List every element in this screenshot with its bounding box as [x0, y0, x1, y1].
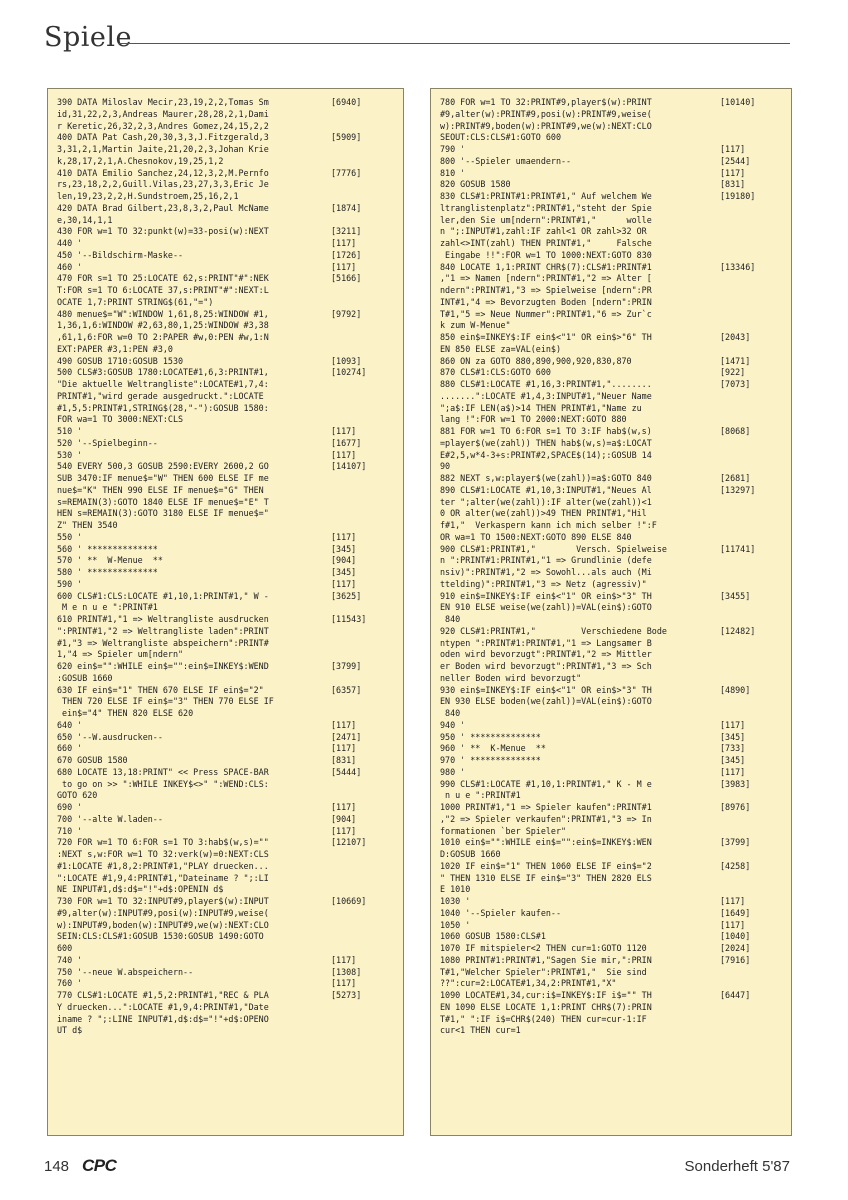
code-line: [440, 356, 784, 368]
code-line: [57, 732, 396, 744]
checksum: [2024]: [720, 943, 751, 953]
checksum: [3799]: [331, 661, 362, 671]
section-title: Spiele: [44, 22, 133, 53]
code-line: [57, 826, 396, 838]
code-text: 450 '--Bildschirm-Maske--: [57, 249, 184, 260]
checksum: [117]: [720, 896, 746, 906]
code-text: 1070 IF mitspieler<2 THEN cur=1:GOTO 1120: [440, 943, 647, 953]
checksum: [345]: [720, 731, 746, 742]
code-text: 910 ein$=INKEY$:IF ein$<"1" OR ein$>"3" TH EN 910 ELSE weise(we(zahl))=VAL(ein$):GOTO 840: [440, 590, 652, 624]
checksum: [8976]: [720, 802, 751, 812]
code-line: [57, 356, 396, 368]
code-line: [440, 144, 784, 156]
code-text: 890 CLS#1:LOCATE #1,10,3:INPUT#1,"Neues Al ter ";alter(we(zahl)):IF alter(we(zahl))<1 0 OR alter(we(zahl))>49 THEN PRINT#1,"Hil f#1," Verkaspern kann ich mich selber !":F OR wa=1 TO 1500:NEXT:GOTO 890 ELSE 840: [440, 484, 657, 542]
checksum: [904]: [331, 813, 357, 824]
checksum: [1308]: [331, 966, 362, 977]
code-line: [57, 990, 396, 1037]
code-line: [57, 720, 396, 732]
checksum: [2681]: [720, 473, 751, 483]
code-line: [57, 97, 396, 132]
checksum: [12107]: [331, 837, 367, 848]
code-line: [440, 802, 784, 837]
checksum: [117]: [720, 167, 746, 178]
code-line: [440, 908, 784, 920]
checksum: [8068]: [720, 426, 751, 436]
code-line: [57, 461, 396, 532]
checksum: [831]: [720, 179, 746, 190]
code-text: 710 ': [57, 825, 83, 836]
code-text: 1000 PRINT#1,"1 => Spieler kaufen":PRINT#1 ,"2 => Spieler verkaufen":PRINT#1,"3 => In formationen `ber Spieler": [440, 802, 652, 836]
code-line: [57, 743, 396, 755]
checksum: [7073]: [720, 379, 751, 389]
listing-column-right: [430, 88, 792, 1136]
code-text: 410 DATA Emilio Sanchez,24,12,3,2,M.Pernfo rs,23,18,2,2,Guill.Vilas,23,27,3,3,Eric Je len,19,23,2,2,H.Sundstroem,25,16,2,1: [57, 167, 269, 201]
code-line: [57, 168, 396, 203]
code-line: [440, 955, 784, 990]
code-text: 600 CLS#1:CLS:LOCATE #1,10,1:PRINT#1," W - M e n u e ":PRINT#1: [57, 590, 269, 613]
code-line: [57, 426, 396, 438]
code-text: 770 CLS#1:LOCATE #1,5,2:PRINT#1,"REC & PLA Y druecken...":LOCATE #1,9,4:PRINT#1,"Date iname ? ";:LINE INPUT#1,d$:d$="!"+d$:OPENO UT d$: [57, 990, 269, 1036]
code-text: 1050 ': [440, 919, 471, 930]
code-text: 420 DATA Brad Gilbert,23,8,3,2,Paul McName e,30,14,1,1: [57, 202, 269, 225]
code-text: 780 FOR w=1 TO 32:PRINT#9,player$(w):PRINT #9,alter(w):PRINT#9,posi(w):PRINT#9,weise( w):PRINT#9,boden(w):PRINT#9,we(w):NEXT:CLO SEOUT:CLS:CLS#1:GOTO 600: [440, 97, 652, 143]
checksum: [3625]: [331, 590, 362, 601]
checksum: [2043]: [720, 332, 751, 342]
code-line: [57, 567, 396, 579]
checksum: [7916]: [720, 954, 751, 965]
code-text: 900 CLS#1:PRINT#1," Versch. Spielweise n ":PRINT#1:PRINT#1,"1 => Grundlinie (defe nsiv)":PRINT#1,"2 => Sowohl...als auch (Mi ttelding)":PRINT#1,"3 => Netz (agressiv)": [440, 543, 667, 589]
checksum: [1040]: [720, 931, 751, 942]
checksum: [117]: [331, 954, 357, 965]
code-text: 930 ein$=INKEY$:IF ein$<"1" OR ein$>"3" TH EN 930 ELSE boden(we(zahl))=VAL(ein$):GOTO 840: [440, 684, 652, 718]
code-text: 430 FOR w=1 TO 32:punkt(w)=33-posi(w):NEXT: [57, 226, 269, 237]
code-line: [57, 555, 396, 567]
code-text: 1020 IF ein$="1" THEN 1060 ELSE IF ein$="2 " THEN 1310 ELSE IF ein$="3" THEN 2820 ELS E 1010: [440, 860, 652, 895]
code-text: 820 GOSUB 1580: [440, 179, 511, 190]
checksum: [5909]: [331, 132, 362, 143]
code-line: [440, 379, 784, 426]
code-text: 730 FOR w=1 TO 32:INPUT#9,player$(w):INPUT #9,alter(w):INPUT#9,posi(w):INPUT#9,weise( w):INPUT#9,boden(w):INPUT#9,we(w):NEXT:CLO SEIN:CLS:CLS#1:GOSUB 1530:GOSUB 1490:GOTO 600: [57, 896, 269, 953]
code-text: 570 ' ** W-Menue **: [57, 555, 163, 566]
checksum: [1874]: [331, 202, 362, 213]
code-text: 1080 PRINT#1:PRINT#1,"Sagen Sie mir,":PRIN T#1,"Welcher Spieler":PRINT#1," Sie sind ??":cur=2:LOCATE#1,34,2:PRINT#1,"X": [440, 954, 652, 989]
code-text: 720 FOR w=1 TO 6:FOR s=1 TO 3:hab$(w,s)="" :NEXT s,w:FOR w=1 TO 32:verk(w)=0:NEXT:CLS #1:LOCATE #1,8,2:PRINT#1,"PLAY druecken... ":LOCATE #1,9,4:PRINT#1,"Dateiname ? ";:LI NE INPUT#1,d$:d$="!"+d$:OPENIN d$: [57, 837, 269, 895]
code-line: [57, 203, 396, 227]
checksum: [5166]: [331, 273, 362, 284]
code-line: [440, 861, 784, 896]
code-text: 880 CLS#1:LOCATE #1,16,3:PRINT#1,"........ .......":LOCATE #1,4,3:INPUT#1,"Neuer Name ";a$:IF LEN(a$)>14 THEN PRINT#1,"Name zu lang !":FOR w=1 TO 2000:NEXT:GOTO 880: [440, 379, 652, 425]
listing-column-left: [47, 88, 404, 1136]
checksum: [11543]: [331, 614, 367, 624]
code-text: 460 ': [57, 261, 83, 272]
checksum: [2544]: [720, 155, 751, 166]
code-line: [440, 332, 784, 356]
code-line: [57, 978, 396, 990]
checksum: [117]: [720, 719, 746, 730]
checksum: [117]: [331, 531, 357, 542]
checksum: [19180]: [720, 191, 756, 201]
checksum: [117]: [331, 978, 357, 989]
checksum: [4890]: [720, 684, 751, 695]
code-line: [440, 931, 784, 943]
checksum: [1471]: [720, 355, 751, 366]
checksum: [117]: [720, 919, 746, 930]
code-text: 540 EVERY 500,3 GOSUB 2590:EVERY 2600,2 GO SUB 3470:IF menue$="W" THEN 600 ELSE IF me nue$="K" THEN 990 ELSE IF menue$="G" THEN s=REMAIN(3):GOTO 1840 ELSE IF menue$="E" T HEN s=REMAIN(3):GOTO 3180 ELSE IF menue$=" Z" THEN 3540: [57, 461, 269, 530]
checksum: [7776]: [331, 167, 362, 178]
checksum: [10669]: [331, 896, 367, 906]
code-line: [57, 544, 396, 556]
checksum: [4258]: [720, 860, 751, 871]
checksum: [117]: [331, 578, 357, 589]
code-text: 850 ein$=INKEY$:IF ein$<"1" OR ein$>"6" TH EN 850 ELSE za=VAL(ein$): [440, 332, 652, 354]
code-text: 980 ': [440, 766, 466, 777]
code-line: [440, 943, 784, 955]
code-text: 690 ': [57, 802, 83, 812]
code-text: 750 '--neue W.abspeichern--: [57, 966, 194, 977]
code-line: [440, 97, 784, 144]
code-text: 1090 LOCATE#1,34,cur:i$=INKEY$:IF i$="" TH EN 1090 ELSE LOCATE 1,1:PRINT CHR$(7):PRIN T#1," ":IF i$=CHR$(240) THEN cur=cur-1:IF cur<1 THEN cur=1: [440, 990, 652, 1036]
code-line: [57, 661, 396, 685]
code-text: 970 ' **************: [440, 755, 541, 765]
code-text: 530 ': [57, 449, 83, 460]
code-line: [440, 990, 784, 1037]
checksum: [117]: [720, 144, 746, 154]
code-line: [57, 896, 396, 955]
code-line: [57, 591, 396, 615]
checksum: [117]: [331, 802, 357, 812]
code-text: 882 NEXT s,w:player$(we(zahl))=a$:GOTO 840: [440, 473, 652, 483]
checksum: [117]: [331, 719, 357, 730]
code-text: 990 CLS#1:LOCATE #1,10,1:PRINT#1," K - M e n u e ":PRINT#1: [440, 778, 652, 801]
code-text: 920 CLS#1:PRINT#1," Verschiedene Bode ntypen ":PRINT#1:PRINT#1,"1 => Langsamer B oden wird bevorzugt":PRINT#1,"2 => Mittler er Boden wird bevorzugt":PRINT#1,"3 => Sch neller Boden wird bevorzugt": [440, 625, 667, 683]
code-text: 760 ': [57, 978, 83, 989]
checksum: [3983]: [720, 778, 751, 789]
code-text: 860 ON za GOTO 880,890,900,920,830,870: [440, 355, 632, 366]
checksum: [1093]: [331, 355, 362, 366]
checksum: [5273]: [331, 990, 362, 1000]
code-line: [440, 191, 784, 262]
checksum: [117]: [331, 426, 357, 436]
code-text: 480 menue$="W":WINDOW 1,61,8,25:WINDOW #1, 1,36,1,6:WINDOW #2,63,80,1,25:WINDOW #3,38 ,61,1,6:FOR w=0 TO 2:PAPER #w,0:PEN #w,1:N EXT:PAPER #3,1:PEN #3,0: [57, 308, 269, 354]
code-line: [440, 367, 784, 379]
checksum: [117]: [331, 825, 357, 836]
code-text: 800 '--Spieler umaendern--: [440, 155, 572, 166]
code-line: [440, 920, 784, 932]
checksum: [14107]: [331, 461, 367, 472]
code-line: [440, 896, 784, 908]
code-line: [57, 367, 396, 426]
code-text: 1060 GOSUB 1580:CLS#1: [440, 931, 546, 942]
checksum: [733]: [720, 743, 746, 754]
checksum: [345]: [331, 567, 357, 577]
checksum: [1649]: [720, 907, 751, 918]
checksum: [831]: [331, 755, 357, 765]
checksum: [6447]: [720, 990, 751, 1000]
code-line: [57, 837, 396, 896]
code-text: 660 ': [57, 743, 83, 754]
code-text: 500 CLS#3:GOSUB 1780:LOCATE#1,6,3:PRINT#1, "Die aktuelle Weltrangliste":LOCATE#1,7,4: PRINT#1,"wird gerade ausgedruckt.":LOCATE #1,5,5:PRINT#1,STRING$(28,"-"):GOSUB 1580: FOR wa=1 TO 3000:NEXT:CLS: [57, 367, 269, 425]
checksum: [117]: [331, 449, 357, 460]
code-text: 620 ein$="":WHILE ein$="":ein$=INKEY$:WEND :GOSUB 1660: [57, 661, 269, 683]
code-line: [57, 802, 396, 814]
code-text: 650 '--W.ausdrucken--: [57, 731, 163, 742]
code-text: 960 ' ** K-Menue **: [440, 743, 546, 754]
checksum: [345]: [720, 755, 746, 765]
checksum: [117]: [331, 261, 357, 272]
checksum: [345]: [331, 543, 357, 554]
checksum: [117]: [720, 766, 746, 777]
code-line: [57, 685, 396, 720]
code-text: 940 ': [440, 719, 466, 730]
code-line: [440, 685, 784, 720]
checksum: [922]: [720, 367, 746, 378]
code-line: [440, 156, 784, 168]
checksum: [3799]: [720, 837, 751, 848]
code-line: [440, 755, 784, 767]
code-text: 640 ': [57, 719, 83, 730]
code-text: 590 ': [57, 578, 83, 589]
cpc-logo: CPC: [82, 1156, 117, 1175]
code-text: 830 CLS#1:PRINT#1:PRINT#1," Auf welchem We ltranglistenplatz":PRINT#1,"steht der Spie ler,den Sie um[ndern":PRINT#1," wolle n ";:INPUT#1,zahl:IF zahl<1 OR zahl>32 OR zahl<>INT(zahl) THEN PRINT#1," Falsche Eingabe !!":FOR w=1 TO 1000:NEXT:GOTO 830: [440, 191, 652, 260]
checksum: [3455]: [720, 590, 751, 601]
code-line: [440, 426, 784, 473]
checksum: [12482]: [720, 625, 756, 636]
code-line: [57, 450, 396, 462]
code-text: 881 FOR w=1 TO 6:FOR s=1 TO 3:IF hab$(w,s) =player$(we(zahl)) THEN hab$(w,s)=a$:LOCAT E#2,5,w*4-3+s:PRINT#2,SPACE$(14);:GOSUB 14 90: [440, 426, 652, 472]
checksum: [9792]: [331, 308, 362, 319]
checksum: [904]: [331, 555, 357, 566]
code-line: [57, 755, 396, 767]
code-line: [440, 837, 784, 861]
checksum: [1677]: [331, 437, 362, 448]
code-line: [57, 532, 396, 544]
checksum: [6357]: [331, 684, 362, 695]
code-text: 610 PRINT#1,"1 => Weltrangliste ausdrucken ":PRINT#1,"2 => Weltrangliste laden":PRINT #1,"3 => Weltrangliste abspeichern":PRINT# 1,"4 => Spieler um[ndern": [57, 614, 269, 660]
code-line: [57, 238, 396, 250]
code-line: [57, 614, 396, 661]
code-line: [440, 179, 784, 191]
code-line: [57, 226, 396, 238]
code-line: [57, 132, 396, 167]
code-line: [440, 626, 784, 685]
code-text: 1010 ein$="":WHILE ein$="":ein$=INKEY$:WEN D:GOSUB 1660: [440, 837, 652, 859]
code-line: [440, 743, 784, 755]
code-text: 390 DATA Miloslav Mecir,23,19,2,2,Tomas Sm id,31,22,2,3,Andreas Maurer,28,28,2,1,Dami r Keretic,26,32,2,3,Andres Gomez,24,15,2,2: [57, 97, 269, 131]
code-line: [57, 309, 396, 356]
code-line: [440, 591, 784, 626]
code-text: 840 LOCATE 1,1:PRINT CHR$(7):CLS#1:PRINT#1 ,"1 => Namen [ndern":PRINT#1,"2 => Alter [ ndern":PRINT#1,"3 => Spielweise [ndern":PR INT#1,"4 => Bevorzugten Boden [ndern":PRIN T#1,"5 => Neue Nummer":PRINT#1,"6 => Zur`c k zum W-Menue": [440, 261, 652, 331]
code-line: [440, 544, 784, 591]
code-line: [57, 767, 396, 802]
code-line: [57, 262, 396, 274]
issue-label: Sonderheft 5'87: [684, 1158, 790, 1175]
code-line: [440, 720, 784, 732]
code-text: 790 ': [440, 144, 466, 154]
code-text: 810 ': [440, 167, 466, 178]
code-text: 630 IF ein$="1" THEN 670 ELSE IF ein$="2" THEN 720 ELSE IF ein$="3" THEN 770 ELSE IF ein$="4" THEN 820 ELSE 620: [57, 684, 274, 718]
code-line: [57, 273, 396, 308]
code-line: [57, 967, 396, 979]
checksum: [13346]: [720, 261, 756, 272]
code-line: [440, 168, 784, 180]
code-text: 510 ': [57, 426, 83, 436]
code-line: [57, 579, 396, 591]
code-text: 670 GOSUB 1580: [57, 755, 128, 765]
checksum: [10140]: [720, 97, 756, 107]
checksum: [5444]: [331, 766, 362, 777]
code-line: [440, 485, 784, 544]
code-text: 470 FOR s=1 TO 25:LOCATE 62,s:PRINT"#":NEK T:FOR s=1 TO 6:LOCATE 37,s:PRINT"#":NEXT:L OCATE 1,7:PRINT STRING$(61,"="): [57, 273, 269, 307]
code-line: [440, 779, 784, 803]
code-text: 1040 '--Spieler kaufen--: [440, 907, 562, 918]
code-line: [440, 767, 784, 779]
code-text: 520 '--Spielbeginn--: [57, 437, 158, 448]
checksum: [11741]: [720, 543, 756, 554]
checksum: [117]: [331, 238, 357, 248]
code-text: 700 '--alte W.laden--: [57, 813, 163, 824]
title-rule: [118, 43, 790, 44]
code-text: 440 ': [57, 238, 83, 248]
code-line: [57, 955, 396, 967]
checksum: [1726]: [331, 249, 362, 260]
page-number: 148: [44, 1158, 70, 1175]
checksum: [6940]: [331, 97, 362, 107]
checksum: [117]: [331, 743, 357, 754]
code-text: 550 ': [57, 531, 83, 542]
code-text: 560 ' **************: [57, 543, 158, 554]
checksum: [13297]: [720, 484, 756, 495]
code-line: [440, 473, 784, 485]
code-text: 680 LOCATE 13,18:PRINT" << Press SPACE-BAR to go on >> ":WHILE INKEY$<>" ":WEND:CLS: GOTO 620: [57, 766, 269, 801]
code-line: [440, 732, 784, 744]
code-text: 400 DATA Pat Cash,20,30,3,3,J.Fitzgerald,3 3,31,2,1,Martin Jaite,21,20,2,3,Johan Krie k,28,17,2,1,A.Chesnokov,19,25,1,2: [57, 132, 269, 166]
code-text: 950 ' **************: [440, 731, 541, 742]
checksum: [3211]: [331, 226, 362, 237]
code-text: 740 ': [57, 954, 83, 965]
code-text: 1030 ': [440, 896, 471, 906]
code-line: [57, 438, 396, 450]
code-line: [57, 250, 396, 262]
code-text: 580 ' **************: [57, 567, 158, 577]
code-text: 870 CLS#1:CLS:GOTO 600: [440, 367, 551, 378]
code-line: [57, 814, 396, 826]
checksum: [10274]: [331, 367, 367, 378]
code-text: 490 GOSUB 1710:GOSUB 1530: [57, 355, 184, 366]
code-line: [440, 262, 784, 333]
checksum: [2471]: [331, 731, 362, 742]
